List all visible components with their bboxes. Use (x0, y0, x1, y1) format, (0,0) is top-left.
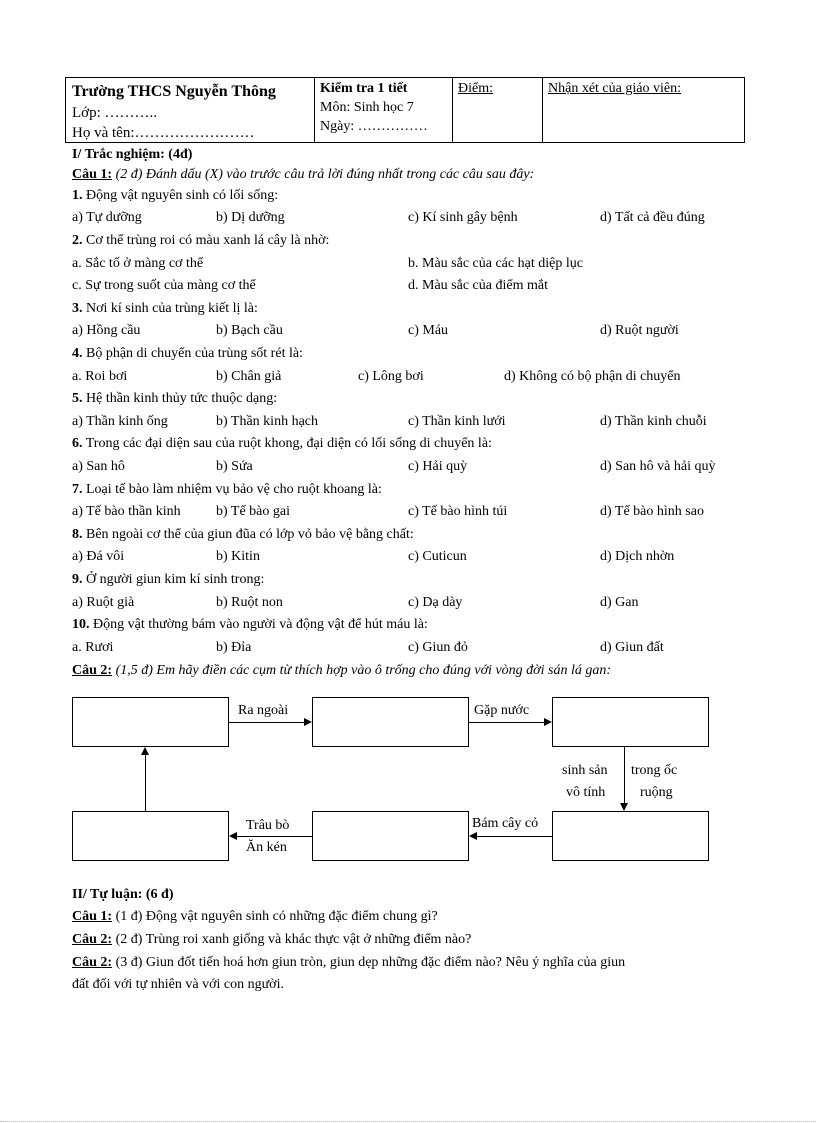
option[interactable]: a) Đá vôi (72, 549, 125, 564)
arrow-left-icon (229, 832, 237, 840)
arrow-right-icon (304, 718, 312, 726)
essay-question: Câu 2: (3 đ) Giun đốt tiến hoá hơn giun tròn, giun dẹp những đặc điểm nào? Nêu ý nghĩa của giun (72, 955, 626, 970)
option[interactable]: c) Dạ dày (408, 595, 463, 610)
option[interactable]: b) Sứa (216, 459, 253, 474)
date-field[interactable]: Ngày: …………… (320, 119, 428, 134)
option[interactable]: d. Màu sắc của điểm mắt (408, 278, 548, 293)
question-stem: 9. Ở người giun kim kí sinh trong: (72, 572, 265, 587)
header-divider (314, 78, 315, 142)
option[interactable]: c) Cuticun (408, 549, 467, 564)
exam-title: Kiểm tra 1 tiết (320, 81, 408, 96)
part2-title: II/ Tự luận: (6 đ) (72, 887, 174, 902)
question-stem: 10. Động vật thường bám vào người và động vật để hút máu là: (72, 617, 428, 632)
option[interactable]: a. Sắc tố ở màng cơ thể (72, 256, 204, 271)
option[interactable]: d) Dịch nhờn (600, 549, 675, 564)
q1-heading (72, 167, 534, 184)
option[interactable]: c. Sự trong suốt của màng cơ thể (72, 278, 256, 293)
blank-box-1[interactable] (72, 697, 229, 747)
option[interactable]: c) Tế bào hình túi (408, 504, 508, 519)
option[interactable]: b) Đỉa (216, 640, 252, 655)
option[interactable]: b) Thần kinh hạch (216, 414, 318, 429)
label-vo-tinh: vô tính (566, 785, 606, 800)
blank-box-2[interactable] (312, 697, 469, 747)
arrow-line (624, 747, 625, 804)
option[interactable]: a) Thần kinh ống (72, 414, 168, 429)
arrow-line (229, 722, 305, 723)
option[interactable]: c) Lông bơi (358, 369, 424, 384)
teacher-comment-label: Nhận xét của giáo viên: (548, 81, 681, 96)
arrow-up-icon (141, 747, 149, 755)
option[interactable]: d) Tế bào hình sao (600, 504, 704, 519)
option[interactable]: a) Tế bào thần kinh (72, 504, 181, 519)
option[interactable]: d) Tất cả đều đúng (600, 210, 705, 225)
header-table (65, 77, 745, 143)
arrow-line (469, 722, 545, 723)
option[interactable]: d) Gan (600, 595, 639, 610)
arrow-left-icon (469, 832, 477, 840)
option[interactable]: b) Kitin (216, 549, 260, 564)
header-divider (542, 78, 543, 142)
question-stem: 8. Bên ngoài cơ thể của giun đũa có lớp vỏ bảo vệ bằng chất: (72, 527, 414, 542)
q1-label: Câu 1: (72, 167, 113, 182)
question-stem: 7. Loại tế bào làm nhiệm vụ bảo vệ cho ruột khoang là: (72, 482, 382, 497)
option[interactable]: c) Hải quỳ (408, 459, 468, 474)
blank-box-5[interactable] (312, 811, 469, 861)
label-sinh-san: sinh sản (562, 763, 608, 778)
page-bottom-edge (0, 1121, 816, 1122)
label-an-ken: Ăn kén (246, 840, 287, 855)
option[interactable]: d) Ruột người (600, 323, 679, 338)
label-ra-ngoai: Ra ngoài (238, 703, 289, 718)
blank-box-6[interactable] (72, 811, 229, 861)
label-gap-nuoc: Gặp nước (474, 703, 530, 718)
question-stem: 6. Trong các đại diện sau của ruột khong, đại diện có lối sống di chuyển là: (72, 436, 492, 451)
option[interactable]: c) Kí sinh gây bệnh (408, 210, 518, 225)
label-ruong: ruộng (640, 785, 673, 800)
option[interactable]: b) Tế bào gai (216, 504, 290, 519)
question-stem: 2. Cơ thể trùng roi có màu xanh lá cây là nhờ: (72, 233, 330, 248)
blank-box-3[interactable] (552, 697, 709, 747)
part1-title: I/ Trắc nghiệm: (4đ) (72, 147, 193, 162)
option[interactable]: a) Hồng cầu (72, 323, 141, 338)
label-trau-bo: Trâu bò (246, 818, 290, 833)
option[interactable]: c) Giun đỏ (408, 640, 468, 655)
subject-label: Môn: Sinh học 7 (320, 100, 414, 115)
option[interactable]: d) Thần kinh chuỗi (600, 414, 707, 429)
essay-question: Câu 2: (2 đ) Trùng roi xanh giống và khác thực vật ở những điểm nào? (72, 932, 472, 947)
option[interactable]: c) Thần kinh lưới (408, 414, 506, 429)
option[interactable]: a) San hô (72, 459, 125, 474)
option[interactable]: a) Tự dưỡng (72, 210, 142, 225)
option[interactable]: a. Roi bơi (72, 369, 128, 384)
option[interactable]: b) Bạch cầu (216, 323, 283, 338)
option[interactable]: d) Giun đất (600, 640, 664, 655)
question-stem: 3. Nơi kí sinh của trùng kiết lị là: (72, 301, 258, 316)
option[interactable]: a. Rươi (72, 640, 114, 655)
arrow-line (145, 755, 146, 811)
arrow-down-icon (620, 803, 628, 811)
blank-box-4[interactable] (552, 811, 709, 861)
question-stem: 4. Bộ phận di chuyển của trùng sốt rét là: (72, 346, 303, 361)
option[interactable]: b) Ruột non (216, 595, 283, 610)
label-bam-cay-co: Bám cây cỏ (472, 816, 539, 831)
option[interactable]: b) Dị dưỡng (216, 210, 285, 225)
option[interactable]: b) Chân giả (216, 369, 282, 384)
option[interactable]: a) Ruột già (72, 595, 135, 610)
option[interactable]: c) Máu (408, 323, 449, 338)
arrow-right-icon (544, 718, 552, 726)
score-label: Điểm: (458, 81, 493, 96)
question-stem: 1. Động vật nguyên sinh có lối sống: (72, 188, 279, 203)
essay-question: Câu 1: (1 đ) Động vật nguyên sinh có những đặc điểm chung gì? (72, 909, 438, 924)
option[interactable]: d) San hô và hải quỳ (600, 459, 716, 474)
option[interactable]: d) Không có bộ phận di chuyển (504, 369, 681, 384)
label-trong-oc: trong ốc (631, 763, 678, 778)
question-stem: 5. Hệ thần kinh thủy tức thuộc dạng: (72, 391, 278, 406)
essay-question-continued: đất đối với tự nhiên và với con người. (72, 977, 284, 992)
arrow-line (237, 836, 312, 837)
header-divider (452, 78, 453, 142)
school-name: Trường THCS Nguyễn Thông (72, 83, 276, 100)
arrow-line (477, 836, 552, 837)
q2-instruction: (1,5 đ) Em hãy điền các cụm từ thích hợp vào ô trống cho đúng với vòng đời sán lá gan: (112, 663, 612, 678)
class-field[interactable]: Lớp: ……….. (72, 105, 158, 121)
q2-heading (72, 663, 611, 680)
q2-label: Câu 2: (72, 663, 113, 678)
q1-instruction: (2 đ) Đánh dấu (X) vào trước câu trả lời đúng nhất trong các câu sau đây: (112, 167, 535, 182)
option[interactable]: b. Màu sắc của các hạt diệp lục (408, 256, 583, 271)
name-field[interactable]: Họ và tên:…………………… (72, 125, 255, 141)
